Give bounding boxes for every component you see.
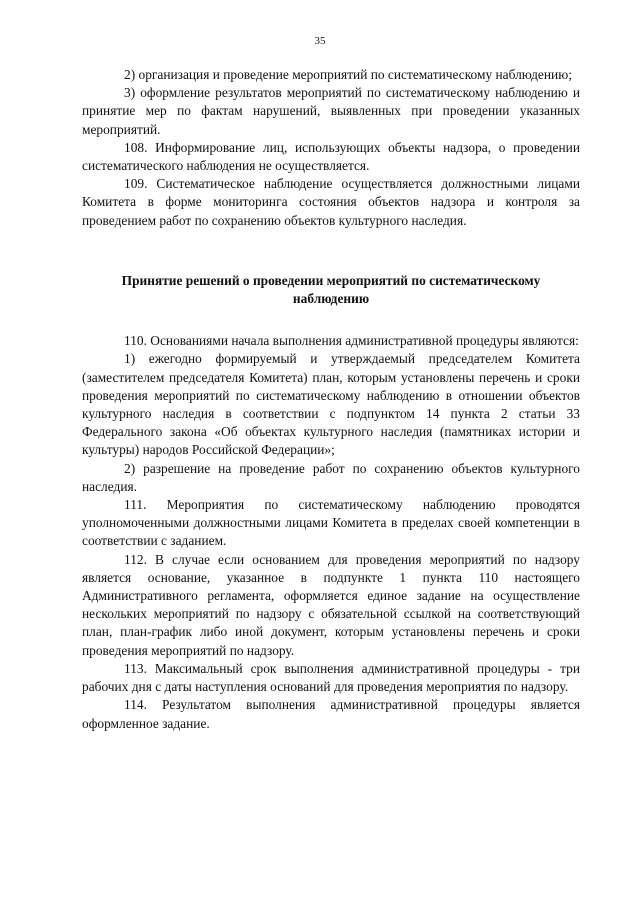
paragraph-111: 111. Мероприятия по систематическому наблюдению проводятся уполномоченными должностными лицами Комитета в пределах своей компетенции в соответствии с заданием. (82, 497, 580, 549)
paragraph-110: 110. Основаниями начала выполнения административной процедуры являются: (124, 333, 579, 349)
section-heading: Принятие решений о проведении мероприятий по систематическому наблюдению (121, 272, 541, 307)
paragraph-110-item-1: 1) ежегодно формируемый и утверждаемый председателем Комитета (заместителем председателя Комитета) план, которым установлены перечень и сроки проведения мероприятий по систематическому наблюдению в отношении объектов культурного наследия в соответствии с подпунктом 14 пункта 2 статьи 33 Федерального закона «Об объектах культурного наследия (памятниках истории и культуры) народов Российской Федерации»; (82, 351, 580, 458)
paragraph-item-3: 3) оформление результатов мероприятий по систематическому наблюдению и принятие мер по фактам нарушений, выявленных при проведении указанных мероприятий. (82, 85, 580, 137)
page-number: 35 (314, 35, 326, 47)
paragraph-114: 114. Результатом выполнения административной процедуры является оформленное задание. (82, 697, 580, 731)
document-body (82, 66, 580, 733)
paragraph-112: 112. В случае если основанием для проведения мероприятий по надзору является основание, указанное в подпункте 1 пункта 110 настоящего Административного регламента, оформляется единое задание на осуществление нескольких мероприятий по надзору с обязательной ссылкой на соответствующий план, план-график либо иной документ, которым установлены перечень и сроки проведения мероприятий по надзору. (82, 551, 580, 658)
paragraph-109: 109. Систематическое наблюдение осуществляется должностными лицами Комитета в форме мониторинга состояния объектов надзора и контроля за проведением работ по сохранению объектов культурного наследия. (82, 176, 580, 228)
paragraph-108: 108. Информирование лиц, использующих объекты надзора, о проведении систематического наблюдения не осуществляется. (82, 139, 580, 174)
paragraph-item-2: 2) организация и проведение мероприятий по систематическому наблюдению; (124, 67, 572, 82)
paragraph-113: 113. Максимальный срок выполнения административной процедуры - три рабочих дня с даты наступления оснований для проведения мероприятия по надзору. (82, 660, 580, 695)
paragraph-110-item-2: 2) разрешение на проведение работ по сохранению объектов культурного наследия. (82, 460, 580, 494)
